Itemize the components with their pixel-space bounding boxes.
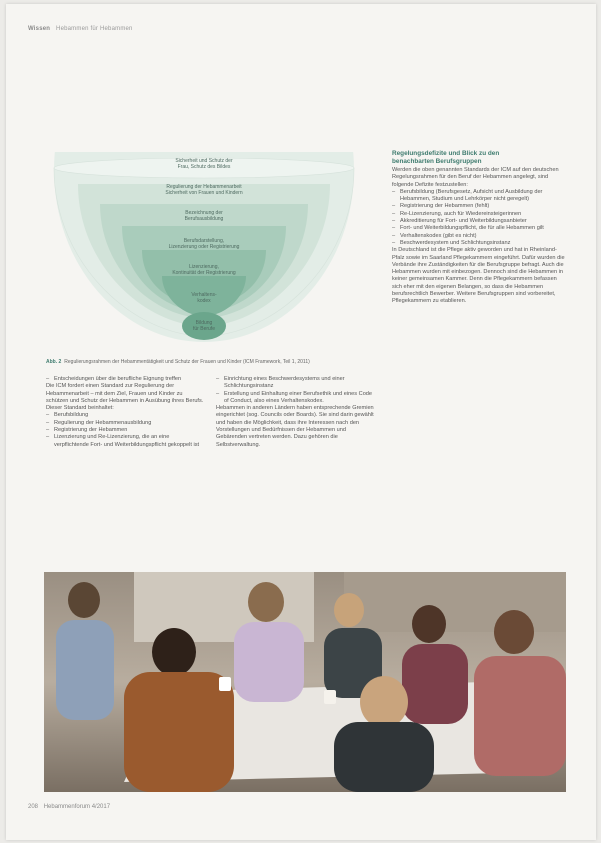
person-head xyxy=(494,610,534,654)
col1-bullets-top xyxy=(46,376,204,383)
document-page xyxy=(6,4,596,840)
list-item: – Registrierung der Hebammen (fehlt) xyxy=(392,203,568,210)
cup xyxy=(324,690,336,704)
page-footer xyxy=(28,804,110,810)
ring-label-5: Lizenzierung, Kontinuität der Registrierung xyxy=(172,264,236,276)
person-head xyxy=(248,582,284,622)
ring-label-6: Verhaltens- kodex xyxy=(191,292,217,304)
list-item: – Entscheidungen über die berufliche Eignung treffen xyxy=(46,376,204,383)
col3-paragraph: In Deutschland ist die Pflege aktiv geworden und hat in Rheinland-Pfalz sowie im Saarland Pflegekammern eingeführt. Dafür wurden die Verbände ihre Zuständigkeiten für die Berufsgruppe befragt. Auch die Hebammen wurden mit einbezogen. Dennoch sind die Hebammen in keiner gemeinsamen Kammer. Denn die Pflegekammern befassen sich eher mit den eigenen Belangen, so dass die Hebammen berufsrechtlich Bewerber. Weitere Berufsgruppen sind vorbereitet, Pflegekammern zu etablieren. xyxy=(392,247,565,305)
list-item: – Registrierung der Hebammen xyxy=(46,427,204,434)
page-header xyxy=(28,26,133,32)
ring-label-1: Sicherheit und Schutz der Frau, Schutz des Bildes xyxy=(175,158,233,170)
list-item: – Regulierung der Hebammenausbildung xyxy=(46,420,204,427)
list-item: – Fort- und Weiterbildungspflicht, die für alle Hebammen gilt xyxy=(392,225,568,232)
list-item: – Einrichtung eines Beschwerdesystems und einer Schlichtungsinstanz xyxy=(216,376,376,391)
list-item: – Berufsbildung (Berufsgesetz, Aufsicht und Ausbildung der Hebammen, Studium und Lehrkörper nicht geregelt) xyxy=(392,189,568,204)
person-head xyxy=(360,676,408,728)
col3-intro: Werden die oben genannten Standards der ICM auf den deutschen Regelungsrahmen für den Beruf der Hebammen angelegt, sind folgende Defizite festzustellen: xyxy=(392,167,559,188)
ring-label-4: Berufsdarstellung, Lizenzierung oder Registrierung xyxy=(168,238,240,250)
ring-label-3: Bezeichnung der Berufsausbildung xyxy=(184,210,224,222)
list-item: – Verhaltenskodex (gibt es nicht) xyxy=(392,233,568,240)
text-column-1 xyxy=(46,376,204,449)
person-body xyxy=(234,622,304,702)
person-head xyxy=(68,582,100,618)
ring-label-7: Bildung für Berufe xyxy=(193,320,215,332)
section-subtitle: Hebammen für Hebammen xyxy=(56,26,133,32)
person-head xyxy=(152,628,196,676)
column-heading: Regelungsdefizite und Blick zu den benachbarten Berufsgruppen xyxy=(392,150,500,165)
person-body xyxy=(474,656,566,776)
text-column-3 xyxy=(392,150,568,306)
wall xyxy=(344,572,566,632)
person-body xyxy=(56,620,114,720)
section-label: Wissen xyxy=(28,26,51,32)
list-item: – Lizenzierung und Re-Lizenzierung, die an eine verpflichtende Fort- und Weiterbildungspflicht gekoppelt ist xyxy=(46,434,204,449)
col1-bullets xyxy=(46,412,204,448)
person-head xyxy=(412,605,446,643)
regulation-diagram xyxy=(26,146,386,346)
journal-name: Hebammenforum 4/2017 xyxy=(43,804,111,810)
person-head xyxy=(334,593,364,627)
group-meeting-photo xyxy=(44,572,566,792)
col3-bullets xyxy=(392,189,568,247)
list-item: – Re-Lizenzierung, auch für Wiedereinsteigerinnen xyxy=(392,211,568,218)
caption-label: Abb. 2 xyxy=(46,359,62,365)
text-column-2 xyxy=(216,376,376,449)
col2-paragraph: Hebammen in anderen Ländern haben entsprechende Gremien eingerichtet (sog. Councils oder Boards). Sie sind darin gewählt und haben die Möglichkeit, dass ihre Interessen nach den Vorstellungen und Bedürfnissen der Hebammen und Gebärenden vertreten werden. Dazu gehören die Selbstverwaltung. xyxy=(216,405,374,448)
col2-bullets xyxy=(216,376,376,405)
list-item: – Akkreditierung für Fort- und Weiterbildungsanbieter xyxy=(392,218,568,225)
figure-caption xyxy=(46,359,381,366)
page-number: 208 xyxy=(28,804,39,810)
ring-label-2: Regulierung der Hebammenarbeit Sicherheit von Frauen und Kindern xyxy=(165,184,243,196)
col1-paragraph: Die ICM fordert einen Standard zur Regulierung der Hebammenarbeit – mit dem Ziel, Frauen und Kinder zu schützen und Schutz der Hebammen in Ausübung ihres Berufs. Dieser Standard beinhaltet: xyxy=(46,383,204,412)
list-item: – Beschwerdesystem und Schlichtungsinstanz xyxy=(392,240,568,247)
list-item: – Erstellung und Einhaltung einer Berufsethik und eines Code of Conduct, also eines Verhaltenskodex. xyxy=(216,391,376,406)
cup xyxy=(219,677,231,691)
person-body xyxy=(402,644,468,724)
list-item: – Berufsbildung xyxy=(46,412,204,419)
caption-text: Regulierungsrahmen der Hebammentätigkeit und Schutz der Frauen und Kinder (ICM Framework, Teil 1, 2011) xyxy=(64,359,310,365)
person-body xyxy=(334,722,434,792)
person-body xyxy=(124,672,234,792)
